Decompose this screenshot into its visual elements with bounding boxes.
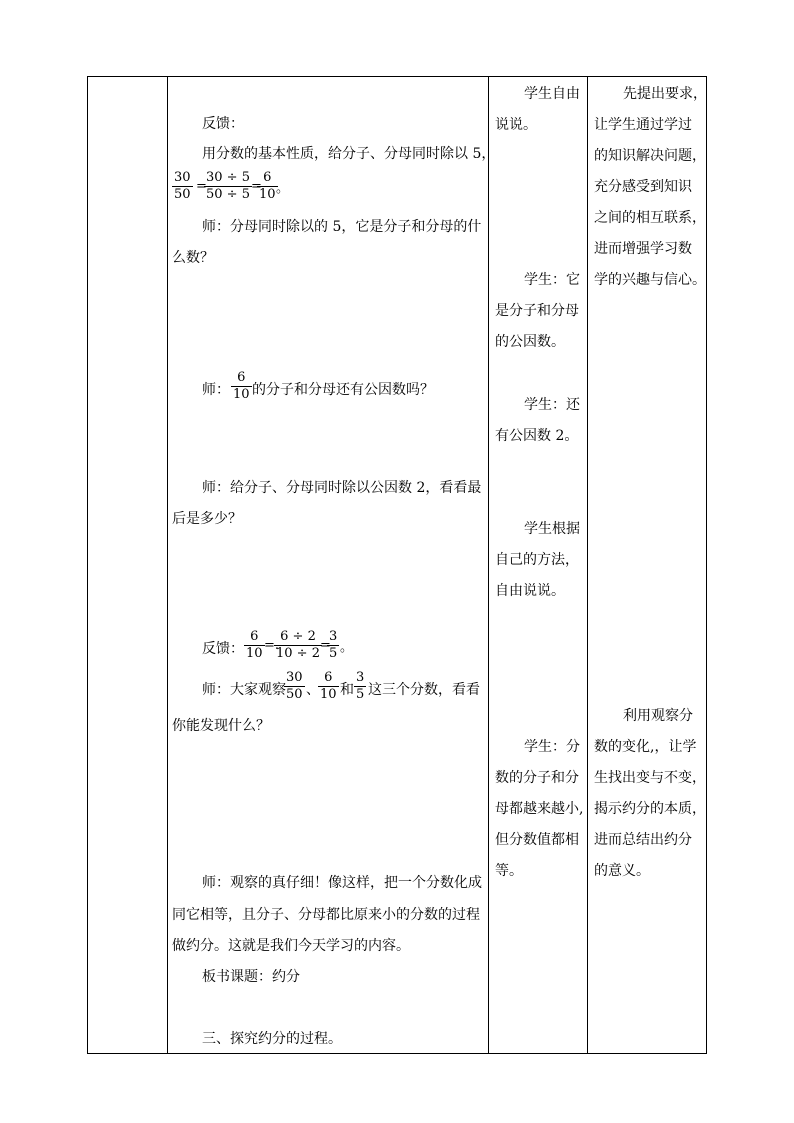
student-answer-3: 学生：还 bbox=[524, 397, 580, 413]
fraction-6div2-10div2: 6 ÷ 2 10 ÷ 2 bbox=[276, 629, 320, 661]
question-common-factor-line2: 么数？ bbox=[172, 250, 214, 266]
equals-sign: = bbox=[251, 179, 262, 194]
question-common-factor-line1: 师：分母同时除以的 5，它是分子和分母的什 bbox=[202, 219, 482, 235]
fraction-6-10: 6 10 bbox=[233, 370, 250, 402]
fraction-6-10: 6 10 bbox=[320, 670, 337, 702]
summary-line3: 做约分。这就是我们今天学习的内容。 bbox=[172, 938, 410, 954]
fraction-30-50: 30 50 bbox=[174, 170, 191, 202]
question-divide-by-2-line2: 后是多少？ bbox=[172, 511, 242, 527]
feedback-label: 反馈： bbox=[202, 116, 244, 132]
summary-line1: 师：观察的真仔细！像这样，把一个分数化成 bbox=[202, 875, 482, 891]
equals-sign: = bbox=[196, 179, 207, 194]
student-answer-5: 学生：分 bbox=[524, 739, 580, 755]
fraction-6-10: 6 10 bbox=[246, 629, 263, 661]
basic-property-text: 用分数的基本性质，给分子、分母同时除以 5， bbox=[202, 146, 496, 162]
section-three-heading: 三、探究约分的过程。 bbox=[202, 1031, 342, 1047]
fraction-6-10: 6 10 bbox=[259, 170, 276, 202]
fraction-30-50: 30 50 bbox=[286, 670, 303, 702]
design-intent-2: 利用观察分 bbox=[623, 708, 693, 724]
table-border-right bbox=[706, 76, 707, 1054]
design-intent-1: 先提出要求， bbox=[623, 86, 707, 102]
table-border-top bbox=[87, 76, 707, 77]
period: 。 bbox=[276, 181, 290, 196]
column-divider-2 bbox=[488, 76, 489, 1054]
column-divider-3 bbox=[587, 76, 588, 1054]
board-title: 板书课题：约分 bbox=[202, 969, 300, 985]
summary-line2: 同它相等，且分子、分母都比原来小的分数的过程 bbox=[172, 907, 480, 923]
period: 。 bbox=[340, 640, 354, 655]
student-answer-1: 学生自由 bbox=[524, 86, 580, 102]
equals-sign: = bbox=[320, 638, 331, 653]
question-divide-by-2-line1: 师：给分子、分母同时除以公因数 2，看看最 bbox=[202, 480, 482, 496]
column-divider-1 bbox=[167, 76, 168, 1054]
equals-sign: =. bbox=[264, 638, 280, 653]
table-border-left bbox=[87, 76, 88, 1054]
fraction-3-5: 3 5 bbox=[356, 670, 365, 702]
table-border-bottom bbox=[87, 1053, 707, 1054]
student-answer-4: 学生根据 bbox=[524, 521, 580, 537]
student-answer-2: 学生：它 bbox=[524, 272, 580, 288]
feedback-label: 反馈： bbox=[202, 641, 244, 657]
fraction-3-5: 3 5 bbox=[329, 629, 338, 661]
fraction-30div5-50div5: 30 ÷ 5 50 ÷ 5 bbox=[206, 170, 250, 202]
